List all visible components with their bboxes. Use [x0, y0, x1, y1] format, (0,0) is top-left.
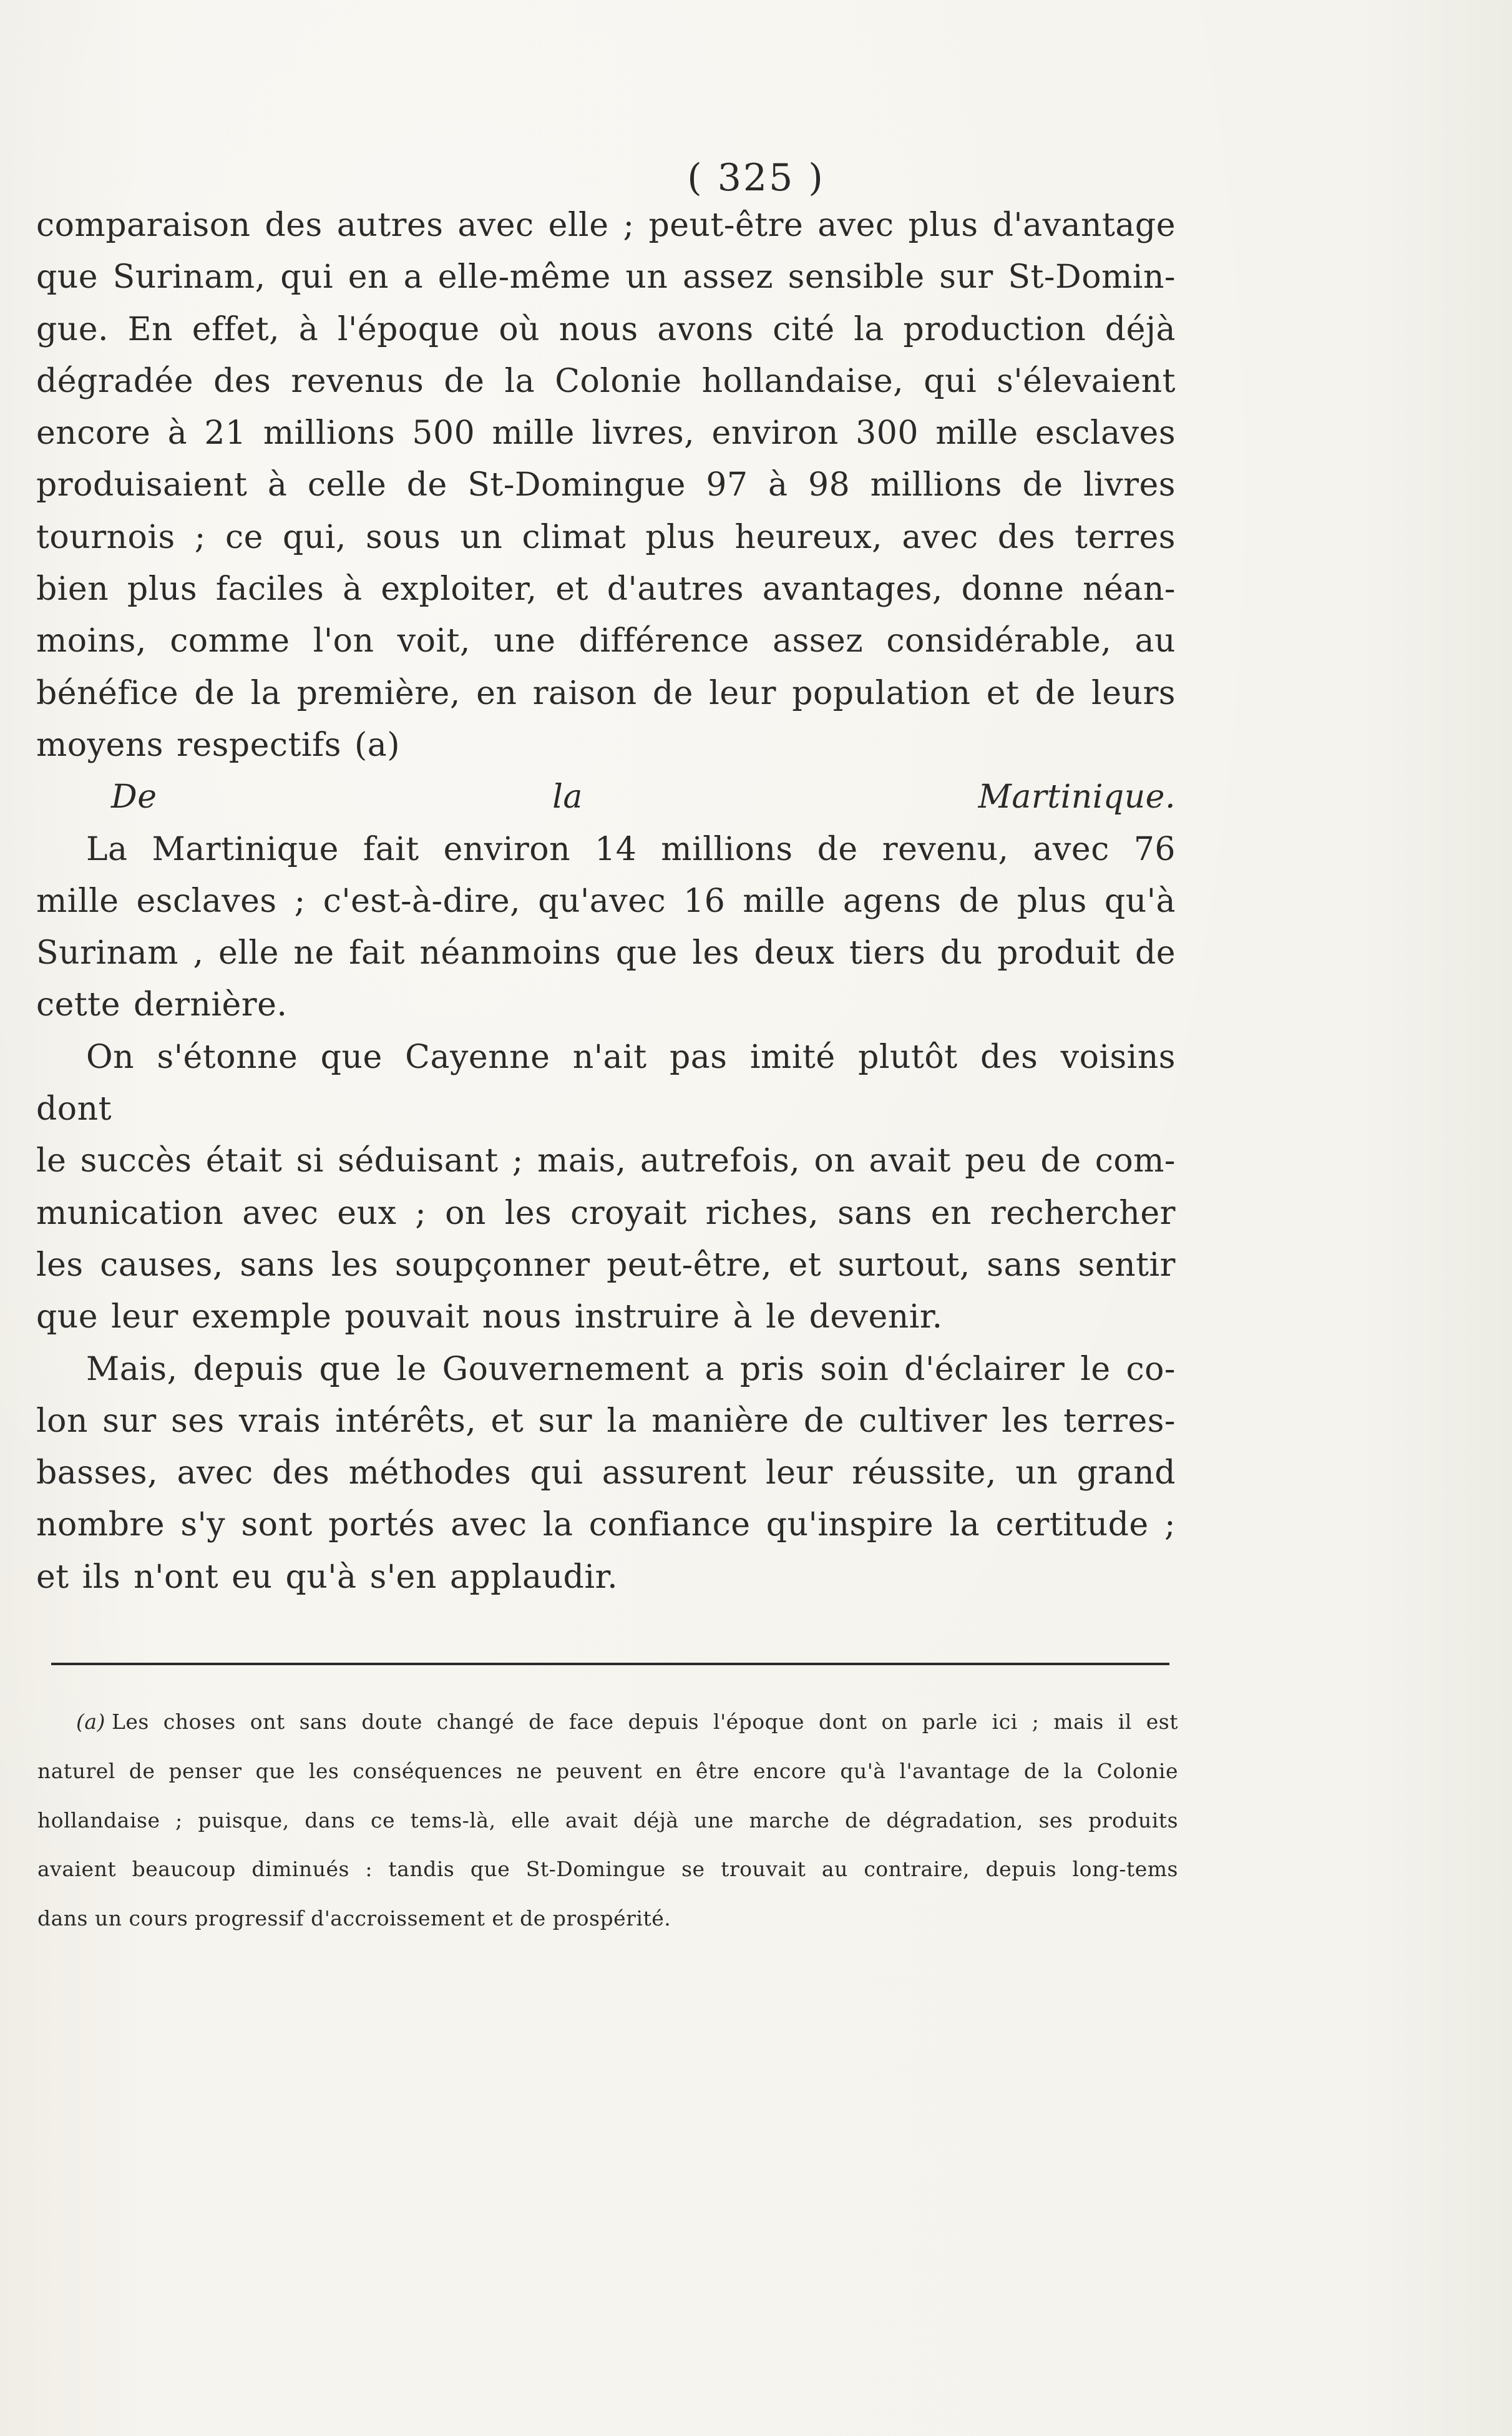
text-line: comparaison des autres avec elle ; peut-être avec plus d'avantage — [36, 207, 1176, 244]
page-number: ( 325 ) — [687, 156, 825, 200]
text-line: le succès était si séduisant ; mais, autrefois, on avait peu de com- — [36, 1142, 1176, 1180]
text-line: les causes, sans les soupçonner peut-être, et surtout, sans sentir — [36, 1246, 1176, 1284]
text-line: dégradée des revenus de la Colonie hollandaise, qui s'élevaient — [36, 362, 1176, 400]
footnote-line: naturel de penser que les conséquences ne peuvent en être encore qu'à l'avantage de la Colonie — [37, 1758, 1178, 1783]
text-line: lon sur ses vrais intérêts, et sur la manière de cultiver les terres- — [36, 1402, 1176, 1440]
footnote — [37, 1698, 1178, 1944]
main-text — [36, 200, 1176, 1603]
footnote-line — [37, 1698, 1178, 1747]
text-line: que Surinam, qui en a elle-même un assez sensible sur St-Domin- — [36, 258, 1176, 296]
footnote-line: hollandaise ; puisque, dans ce tems-là, elle avait déjà une marche de dégradation, ses produits — [37, 1807, 1178, 1832]
text-line: munication avec eux ; on les croyait riches, sans en rechercher — [36, 1194, 1176, 1232]
text-line: tournois ; ce qui, sous un climat plus heureux, avec des terres — [36, 518, 1176, 556]
text-line: bénéfice de la première, en raison de leur population et de leurs — [36, 674, 1176, 712]
footnote-marker: (a) — [76, 1710, 105, 1734]
text-line: basses, avec des méthodes qui assurent leur réussite, un grand — [36, 1454, 1176, 1492]
text-line: nombre s'y sont portés avec la confiance qu'inspire la certitude ; — [36, 1506, 1176, 1544]
text-line: gue. En effet, à l'époque où nous avons cité la production déjà — [36, 310, 1176, 348]
section-title: De la Martinique. — [111, 778, 1176, 816]
text-line: Mais, depuis que le Gouvernement a pris soin d'éclairer le co- — [86, 1350, 1176, 1388]
text-line: moins, comme l'on voit, une différence assez considérable, au — [36, 622, 1176, 660]
text-line: La Martinique fait environ 14 millions de revenu, avec 76 — [86, 830, 1176, 868]
footnote-divider — [51, 1663, 1169, 1665]
text-line: bien plus faciles à exploiter, et d'autres avantages, donne néan- — [36, 570, 1176, 609]
text-line: moyens respectifs (a) — [36, 726, 401, 764]
paragraph-martinique — [36, 824, 1176, 1032]
text-line: que leur exemple pouvait nous instruire à le devenir. — [36, 1298, 943, 1336]
footnote-text: Les choses ont sans doute changé de face depuis l'époque dont on parle ici ; mais il est — [111, 1710, 1178, 1734]
footnote-line: dans un cours progressif d'accroissement et de prospérité. — [37, 1906, 671, 1931]
text-line: cette dernière. — [36, 986, 288, 1024]
paragraph-comparison — [36, 200, 1176, 771]
text-line: produisaient à celle de St-Domingue 97 à 98 millions de livres — [36, 466, 1176, 504]
text-line: encore à 21 millions 500 mille livres, environ 300 mille esclaves — [36, 414, 1176, 452]
paragraph-gouvernement — [36, 1344, 1176, 1603]
paragraph-cayenne — [36, 1032, 1176, 1344]
text-line: On s'étonne que Cayenne n'ait pas imité plutôt des voisins dont — [36, 1038, 1176, 1128]
footnote-line: avaient beaucoup diminués : tandis que St-Domingue se trouvait au contraire, depuis long-tems — [37, 1857, 1178, 1882]
text-line: et ils n'ont eu qu'à s'en applaudir. — [36, 1558, 618, 1596]
text-line: Surinam , elle ne fait néanmoins que les deux tiers du produit de — [36, 934, 1176, 972]
text-line: mille esclaves ; c'est-à-dire, qu'avec 16 mille agens de plus qu'à — [36, 882, 1176, 920]
